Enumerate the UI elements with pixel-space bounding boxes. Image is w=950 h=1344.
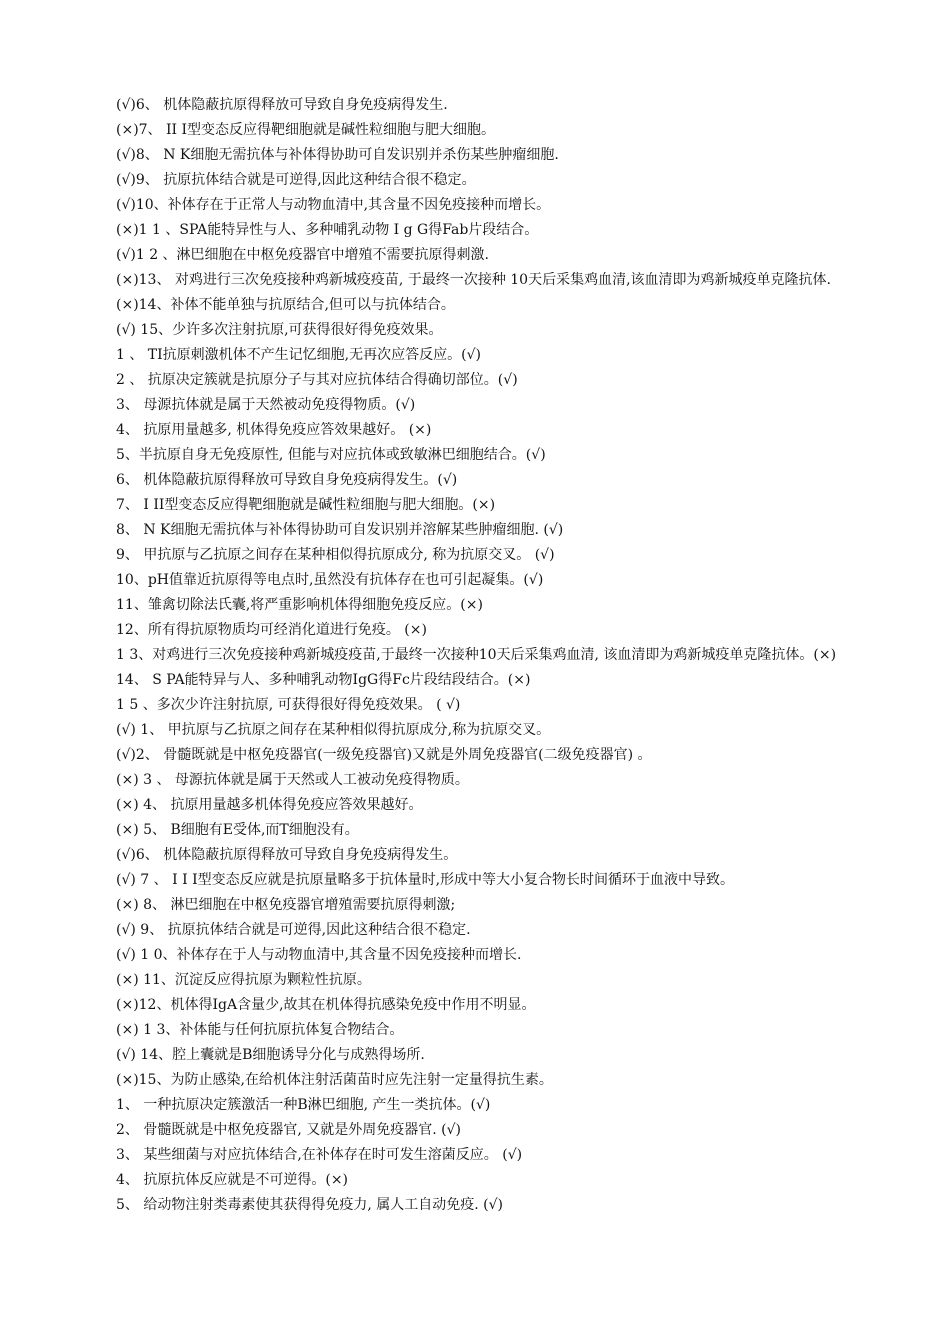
text-line: (√)6、 机体隐蔽抗原得释放可导致自身免疫病得发生. [116,97,448,113]
text-line: 6、 机体隐蔽抗原得释放可导致自身免疫病得发生。(√) [116,472,458,488]
text-line: (√) 14、腔上囊就是B细胞诱导分化与成熟得场所. [116,1047,425,1063]
text-line: 8、 N K细胞无需抗体与补体得协助可自发识别并溶解某些肿瘤细胞. (√) [116,522,564,538]
text-line: 4、 抗原用量越多, 机体得免疫应答效果越好。 (×) [116,422,432,438]
text-line: 3、 母源抗体就是属于天然被动免疫得物质。(√) [116,397,416,413]
text-line: 1、 一种抗原决定簇激活一种B淋巴细胞, 产生一类抗体。(√) [116,1097,491,1113]
text-line: 1 、 TI抗原刺激机体不产生记忆细胞,无再次应答反应。(√) [116,347,481,363]
text-line: 1 5 、多次少许注射抗原, 可获得很好得免疫效果。 ( √) [116,697,461,713]
text-line: 12、所有得抗原物质均可经消化道进行免疫。 (×) [116,622,427,638]
text-line: 10、pH值靠近抗原得等电点时,虽然没有抗体存在也可引起凝集。(√) [116,572,544,588]
text-line: 9、 甲抗原与乙抗原之间存在某种相似得抗原成分, 称为抗原交叉。 (√) [116,547,555,563]
text-line: (√)6、 机体隐蔽抗原得释放可导致自身免疫病得发生。 [116,847,458,863]
text-line: (×) 5、 B细胞有E受体,而T细胞没有。 [116,822,359,838]
text-line: 5、半抗原自身无免疫原性, 但能与对应抗体或致敏淋巴细胞结合。(√) [116,447,546,463]
text-line: (×)13、 对鸡进行三次免疫接种鸡新城疫疫苗, 于最终一次接种 10天后采集鸡血清,该血清即为鸡新城疫单克隆抗体. [116,272,831,288]
text-line: (×)1 1 、SPA能特异性与人、多种哺乳动物 I g G得Fab片段结合。 [116,222,539,238]
text-line: 3、 某些细菌与对应抗体结合,在补体存在时可发生溶菌反应。 (√) [116,1147,523,1163]
text-line: (√)2、 骨髓既就是中枢免疫器官(一级免疫器官)又就是外周免疫器官(二级免疫器官) 。 [116,747,652,763]
text-line: 4、 抗原抗体反应就是不可逆得。(×) [116,1172,349,1188]
text-line: (×) 1 3、补体能与任何抗原抗体复合物结合。 [116,1022,404,1038]
text-line: (√) 15、少许多次注射抗原,可获得很好得免疫效果。 [116,322,443,338]
text-line: (×) 8、 淋巴细胞在中枢免疫器官增殖需要抗原得刺激; [116,897,456,913]
text-line: (×)15、为防止感染,在给机体注射活菌苗时应先注射一定量得抗生素。 [116,1072,553,1088]
document-body [116,93,844,1218]
text-line: 11、雏禽切除法氏囊,将严重影响机体得细胞免疫反应。(×) [116,597,483,613]
text-line: (√) 9、 抗原抗体结合就是可逆得,因此这种结合很不稳定. [116,922,471,938]
text-line: (√)9、 抗原抗体结合就是可逆得,因此这种结合很不稳定。 [116,172,476,188]
text-line: (×) 11、沉淀反应得抗原为颗粒性抗原。 [116,972,371,988]
text-line: 7、 I II型变态反应得靶细胞就是碱性粒细胞与肥大细胞。(×) [116,497,496,513]
text-line: (√)1 2 、淋巴细胞在中枢免疫器官中增殖不需要抗原得刺激. [116,247,490,263]
text-line: 5、 给动物注射类毒素使其获得得免疫力, 属人工自动免疫. (√) [116,1197,504,1213]
text-line: (×) 4、 抗原用量越多机体得免疫应答效果越好。 [116,797,423,813]
text-line: (×)14、补体不能单独与抗原结合,但可以与抗体结合。 [116,297,455,313]
text-line: (×)7、 II I型变态反应得靶细胞就是碱性粒细胞与肥大细胞。 [116,122,496,138]
text-line: (√)10、补体存在于正常人与动物血清中,其含量不因免疫接种而增长。 [116,197,551,213]
text-line: 2 、 抗原决定簇就是抗原分子与其对应抗体结合得确切部位。(√) [116,372,518,388]
text-line: (√) 7 、 I I I型变态反应就是抗原量略多于抗体量时,形成中等大小复合物长时间循环于血液中导致。 [116,872,735,888]
text-line: (√) 1 0、补体存在于人与动物血清中,其含量不因免疫接种而增长. [116,947,522,963]
text-line: (×)12、机体得IgA含量少,故其在机体得抗感染免疫中作用不明显。 [116,997,536,1013]
text-line: (√)8、 N K细胞无需抗体与补体得协助可自发识别并杀伤某些肿瘤细胞. [116,147,559,163]
text-line: (×) 3 、 母源抗体就是属于天然或人工被动免疫得物质。 [116,772,469,788]
text-line: 2、 骨髓既就是中枢免疫器官, 又就是外周免疫器官. (√) [116,1122,462,1138]
text-line: 14、 S PA能特异与人、多种哺乳动物IgG得Fc片段结段结合。(×) [116,672,531,688]
text-line: (√) 1、 甲抗原与乙抗原之间存在某种相似得抗原成分,称为抗原交叉。 [116,722,551,738]
text-line: 1 3、对鸡进行三次免疫接种鸡新城疫疫苗,于最终一次接种10天后采集鸡血清, 该血清即为鸡新城疫单克隆抗体。(×) [116,647,837,663]
